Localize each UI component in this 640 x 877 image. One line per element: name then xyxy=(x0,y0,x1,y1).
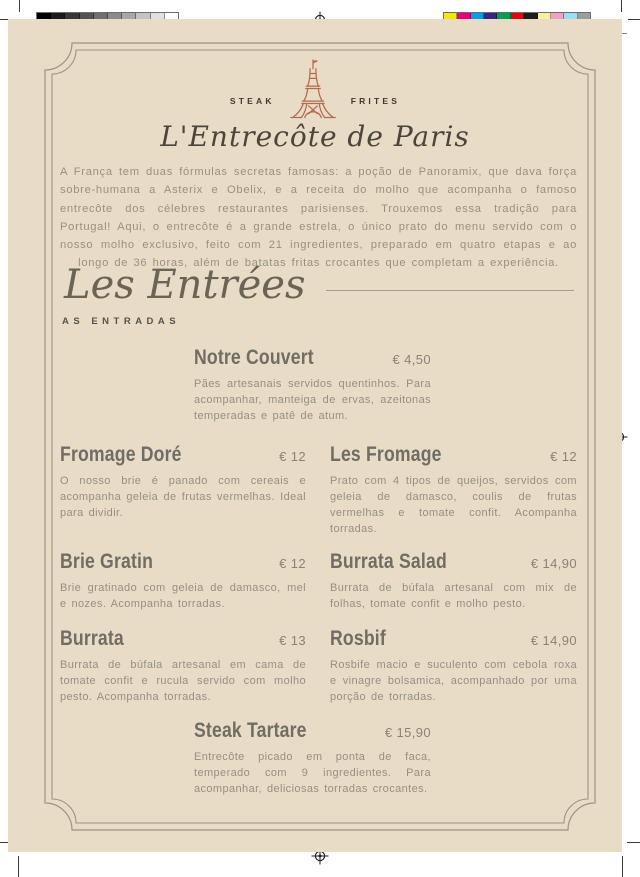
menu-item-price: € 14,90 xyxy=(530,633,577,648)
steak-label: STEAK xyxy=(229,96,275,106)
menu-item-name: Notre Couvert xyxy=(194,346,314,369)
crop-mark xyxy=(622,856,623,877)
menu-item-fromage-dore xyxy=(60,443,306,522)
menu-item-description: Rosbife macio e suculento com cebola roxa e vinagre bolsamica, acompanhado por uma porção de torradas. xyxy=(330,659,577,703)
restaurant-logo xyxy=(8,57,622,121)
crop-mark xyxy=(18,856,19,877)
menu-item-description: O nosso brie é panado com cereais e acompanha geleia de frutas vermelhas. Ideal para dividir. xyxy=(60,475,306,519)
menu-page xyxy=(8,19,622,852)
menu-item-price: € 14,90 xyxy=(530,556,577,571)
menu-item-description: Pães artesanais servidos quentinhos. Para acompanhar, manteiga de ervas, azeitonas temperadas e patê de atum. xyxy=(194,378,431,422)
menu-item-steak-tartare xyxy=(194,719,431,798)
menu-item-description: Burrata de búfala artesanal com mix de folhas, tomate confit e molho pesto. xyxy=(330,582,577,610)
menu-item-description: Entrecôte picado em ponta de faca, temperado com 9 ingredientes. Para acompanhar, deliciosas torradas crocantes. xyxy=(194,751,431,795)
crop-mark xyxy=(621,0,622,12)
menu-item-description: Prato com 4 tipos de queijos, servidos com geleia de damasco, coulis de frutas vermelhas e tomate confit. Acompanha torradas. xyxy=(330,475,577,535)
menu-item-burrata xyxy=(60,627,306,706)
menu-item-brie-gratin xyxy=(60,550,306,613)
menu-item-price: € 15,90 xyxy=(384,725,431,740)
menu-item-rosbif xyxy=(330,627,577,706)
menu-item-les-fromage xyxy=(330,443,577,538)
menu-item-name: Rosbif xyxy=(330,627,386,650)
menu-item-price: € 13 xyxy=(279,633,306,648)
section-divider-line xyxy=(326,290,574,291)
menu-item-notre-couvert xyxy=(194,346,431,425)
frites-label: FRITES xyxy=(350,96,401,106)
menu-item-name: Brie Gratin xyxy=(60,550,154,573)
menu-item-price: € 12 xyxy=(279,449,306,464)
menu-item-name: Fromage Doré xyxy=(60,443,182,466)
intro-paragraph: A França tem duas fórmulas secretas famosas: a poção de Panoramix, que dava força sobre-humana a Asterix e Obelix, e a receita do molho que acompanha o famoso entrecôte dos célebres restaurantes parisienses. Trouxemos essa tradição para Portugal! Aqui, o entrecôte é a grande estrela, o único prato do menu servido com o nosso molho exclusivo, feito com 21 ingredientes, preparado em quatro etapas e ao longo de 36 horas, além de batatas fritas crocantes que completam a experiência. xyxy=(60,166,577,270)
crop-mark xyxy=(19,0,20,12)
menu-item-price: € 12 xyxy=(550,449,577,464)
menu-item-description: Brie gratinado com geleia de damasco, mel e nozes. Acompanha torradas. xyxy=(60,582,306,610)
menu-item-price: € 12 xyxy=(279,556,306,571)
section-title-french: Les Entrées xyxy=(64,262,306,308)
section-title-portuguese: AS ENTRADAS xyxy=(62,316,181,327)
menu-item-price: € 4,50 xyxy=(392,352,431,367)
menu-item-name: Burrata xyxy=(60,627,124,650)
menu-item-description: Burrata de búfala artesanal em cama de tomate confit e rucula servido com molho pesto. Acompanha torradas. xyxy=(60,659,306,703)
menu-item-name: Les Fromage xyxy=(330,443,442,466)
restaurant-name: L'Entrecôte de Paris xyxy=(160,120,470,153)
menu-item-burrata-salad xyxy=(330,550,577,613)
section-heading xyxy=(64,262,574,308)
crop-mark xyxy=(628,19,640,20)
crop-mark xyxy=(627,842,640,843)
eiffel-tower-icon xyxy=(284,57,342,121)
menu-item-name: Burrata Salad xyxy=(330,550,447,573)
menu-item-name: Steak Tartare xyxy=(194,719,307,742)
